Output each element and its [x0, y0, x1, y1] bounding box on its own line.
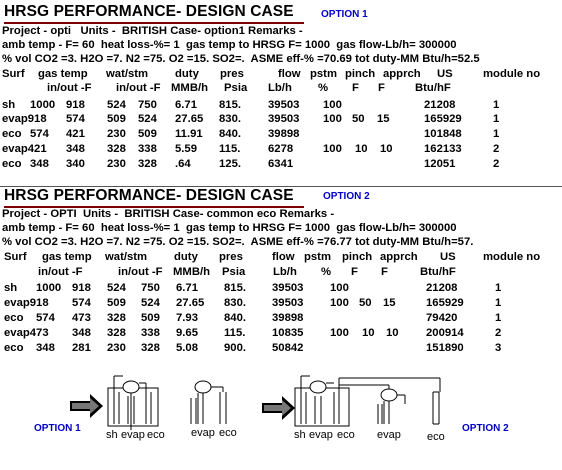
table-row-cell: 1 [495, 282, 502, 294]
table-row-cell: 5.59 [175, 143, 197, 155]
table-row-cell: 39503 [272, 297, 304, 309]
col-duty-unit: MMB/h [173, 266, 211, 278]
table-row-cell: evap918 [4, 297, 49, 309]
col-wat-stm-unit: in/out -F [118, 266, 163, 278]
table-row-cell: 115. [224, 327, 246, 339]
col-duty: duty [175, 68, 199, 80]
table-row-cell: 524 [141, 297, 160, 309]
table-row-cell: evap473 [4, 327, 49, 339]
table-row-cell: 79420 [426, 312, 458, 324]
table-row-cell: 12051 [424, 158, 456, 170]
table-row-cell: 473 [72, 312, 91, 324]
section1-option-label: OPTION 1 [321, 9, 368, 20]
table-row-cell: evap918 [2, 113, 47, 125]
option2-label-evap2: evap [377, 429, 401, 441]
table-row-cell: 348 [36, 342, 55, 354]
col-us: US [437, 68, 453, 80]
col-wat-stm: wat/stm [105, 251, 148, 263]
section2-project-line: Project - OPTI Units - BRITISH Case- common eco Remarks - [2, 208, 335, 220]
table-row-cell: 21208 [424, 99, 456, 111]
table-row-cell: 574 [30, 128, 49, 140]
table-row-cell: 815. [224, 282, 246, 294]
table-row-cell: 900. [224, 342, 246, 354]
table-row-cell: 1 [493, 99, 500, 111]
col-gas-temp-unit: in/out -F [47, 82, 92, 94]
gas-flow-arrow-icon [70, 394, 103, 418]
table-row-cell: 574 [36, 312, 55, 324]
table-row-cell: 230 [107, 128, 126, 140]
col-gas-temp: gas temp [38, 68, 88, 80]
table-row-cell: evap421 [2, 143, 47, 155]
option2-label-sh: sh [294, 429, 306, 441]
option1-label-evap: evap [121, 429, 145, 441]
table-row-cell: 840. [219, 128, 241, 140]
table-row-cell: 328 [107, 143, 126, 155]
table-row-cell: 230 [107, 342, 126, 354]
col-surf: Surf [2, 68, 25, 80]
table-row-cell: 10 [386, 327, 399, 339]
table-row-cell: .64 [175, 158, 191, 170]
col-duty-unit: MMB/h [171, 82, 209, 94]
table-row-cell: 3 [495, 342, 502, 354]
table-row-cell: 27.65 [175, 113, 204, 125]
section1-project-line: Project - opti Units - BRITISH Case- option1 Remarks - [2, 25, 303, 37]
option2-label-evap: evap [309, 429, 333, 441]
section1-composition-line: % vol CO2 =3. H2O =7. N2 =75. O2 =15. SO2=. ASME eff-% =70.69 tot duty-MM Btu/h=52.5 [2, 53, 480, 65]
table-row-cell: 509 [107, 113, 126, 125]
col-apprch: apprch [380, 251, 418, 263]
table-row-cell: 6.71 [175, 99, 197, 111]
table-row-cell: 750 [141, 282, 160, 294]
table-row-cell: 125. [219, 158, 241, 170]
section2-table [0, 251, 562, 361]
col-pstm: pstm [304, 251, 331, 263]
col-flow-unit: Lb/h [273, 266, 297, 278]
table-row-cell: 15 [377, 113, 390, 125]
col-pinch-unit: F [352, 82, 359, 94]
option1-module2-schematic [191, 381, 226, 424]
table-row-cell: 524 [107, 282, 126, 294]
option1-label-eco: eco [147, 429, 165, 441]
col-flow-unit: Lb/h [268, 82, 292, 94]
table-row-cell: 10 [355, 143, 368, 155]
col-duty: duty [174, 251, 198, 263]
table-row-cell: 281 [72, 342, 91, 354]
table-row-cell: 815. [219, 99, 241, 111]
table-row-cell: 509 [138, 128, 157, 140]
table-row-cell: 100 [323, 99, 342, 111]
table-row-cell: 162133 [424, 143, 462, 155]
table-row-cell: 7.93 [176, 312, 198, 324]
section2-title: HRSG PERFORMANCE- DESIGN CASE [4, 187, 294, 204]
table-row-cell: 165929 [426, 297, 464, 309]
col-pinch: pinch [345, 68, 376, 80]
table-row-cell: 830. [219, 113, 241, 125]
col-gas-temp: gas temp [42, 251, 92, 263]
table-row-cell: 165929 [424, 113, 462, 125]
table-row-cell: 39503 [272, 282, 304, 294]
table-row-cell: 574 [72, 297, 91, 309]
table-row-cell: 840. [224, 312, 246, 324]
table-row-cell: 50 [352, 113, 365, 125]
table-row-cell: 50842 [272, 342, 304, 354]
table-row-cell: 100 [323, 113, 342, 125]
table-row-cell: 5.08 [176, 342, 198, 354]
table-row-cell: 10 [362, 327, 375, 339]
table-row-cell: 50 [359, 297, 372, 309]
col-pres-unit: Psia [224, 82, 248, 94]
table-row-cell: 830. [224, 297, 246, 309]
option1-label-eco2: eco [219, 427, 237, 439]
table-row-cell: 27.65 [176, 297, 205, 309]
option2-label-eco: eco [337, 429, 355, 441]
option1-module1-schematic [108, 376, 158, 430]
table-row-cell: 2 [493, 143, 500, 155]
col-us-unit: Btu/hF [415, 82, 451, 94]
col-us-unit: Btu/hF [420, 266, 456, 278]
table-row-cell: eco [2, 158, 22, 170]
table-row-cell: 15 [383, 297, 396, 309]
table-row-cell: eco [2, 128, 22, 140]
table-row-cell: 1 [493, 128, 500, 140]
table-row-cell: 10835 [272, 327, 304, 339]
table-row-cell: 100 [330, 282, 349, 294]
table-row-cell: 100 [323, 143, 342, 155]
table-row-cell: 750 [138, 99, 157, 111]
col-us: US [440, 251, 456, 263]
option1-label-evap2: evap [191, 427, 215, 439]
table-row-cell: 101848 [424, 128, 462, 140]
option2-module3-schematic [433, 392, 439, 424]
table-row-cell: eco [4, 312, 24, 324]
col-gas-temp-unit: in/out -F [38, 266, 83, 278]
table-row-cell: 39898 [268, 128, 300, 140]
table-row-cell: 1 [495, 312, 502, 324]
col-pinch-unit: F [351, 266, 358, 278]
table-row-cell: 21208 [426, 282, 458, 294]
table-row-cell: 115. [219, 143, 241, 155]
table-row-cell: 2 [495, 327, 502, 339]
section2-conditions-line: amb temp - F= 60 heat loss-%= 1 gas temp to HRSG F= 1000 gas flow-Lb/h= 300000 [2, 222, 457, 234]
table-row-cell: 348 [72, 327, 91, 339]
col-module-no: module no [483, 68, 541, 80]
table-row-cell: 6.71 [176, 282, 198, 294]
table-row-cell: 421 [66, 128, 85, 140]
col-apprch: apprch [383, 68, 421, 80]
table-row-cell: 6278 [268, 143, 294, 155]
table-row-cell: 100 [330, 327, 349, 339]
section2-option-label: OPTION 2 [323, 191, 370, 202]
section1-title-underline [4, 22, 304, 24]
table-row-cell: 11.91 [175, 128, 203, 140]
col-apprch-unit: F [381, 266, 388, 278]
table-row-cell: 328 [138, 158, 157, 170]
gas-flow-arrow-icon [262, 396, 295, 420]
table-row-cell: 328 [141, 342, 160, 354]
table-row-cell: 509 [141, 312, 160, 324]
col-pstm-unit: % [321, 266, 332, 278]
option2-label-eco2: eco [427, 431, 445, 443]
table-row-cell: 338 [141, 327, 160, 339]
table-row-cell: 100 [330, 297, 349, 309]
option2-caption: OPTION 2 [462, 423, 509, 434]
option1-caption: OPTION 1 [34, 423, 81, 434]
table-row-cell: 200914 [426, 327, 464, 339]
col-flow: flow [278, 68, 301, 80]
table-row-cell: 509 [107, 297, 126, 309]
table-row-cell: 151890 [426, 342, 464, 354]
table-row-cell: eco [4, 342, 24, 354]
section1-title: HRSG PERFORMANCE- DESIGN CASE [4, 3, 294, 20]
table-row-cell: 328 [107, 327, 126, 339]
table-row-cell: 348 [30, 158, 49, 170]
table-row-cell: 524 [107, 99, 126, 111]
option1-label-sh: sh [106, 429, 118, 441]
table-row-cell: 2 [493, 158, 500, 170]
table-row-cell: 348 [66, 143, 85, 155]
table-row-cell: sh [2, 99, 16, 111]
table-row-cell: 340 [66, 158, 85, 170]
table-row-cell: 574 [66, 113, 85, 125]
table-row-cell: 1 [493, 113, 500, 125]
col-pinch: pinch [342, 251, 373, 263]
table-row-cell: 230 [107, 158, 126, 170]
table-row-cell: 6341 [268, 158, 294, 170]
table-row-cell: 1000 [30, 99, 56, 111]
col-surf: Surf [4, 251, 27, 263]
table-row-cell: 1 [495, 297, 502, 309]
section1-table [0, 68, 562, 178]
option2-module1-schematic [295, 376, 440, 426]
table-row-cell: 918 [72, 282, 91, 294]
col-pstm: pstm [310, 68, 337, 80]
table-row-cell: 338 [138, 143, 157, 155]
col-pres: pres [219, 251, 243, 263]
col-flow: flow [272, 251, 295, 263]
table-row-cell: 1000 [36, 282, 62, 294]
table-row-cell: 39503 [268, 113, 300, 125]
table-row-cell: sh [4, 282, 18, 294]
col-apprch-unit: F [378, 82, 385, 94]
table-row-cell: 39898 [272, 312, 304, 324]
col-pres-unit: Psia [222, 266, 246, 278]
col-pstm-unit: % [318, 82, 329, 94]
hrsg-schematic-diagram [0, 370, 562, 470]
col-module-no: module no [483, 251, 541, 263]
col-wat-stm: wat/stm [106, 68, 149, 80]
table-row-cell: 328 [107, 312, 126, 324]
col-wat-stm-unit: in/out -F [116, 82, 161, 94]
table-row-cell: 10 [380, 143, 393, 155]
table-row-cell: 9.65 [176, 327, 198, 339]
section1-conditions-line: amb temp - F= 60 heat loss-%= 1 gas temp to HRSG F= 1000 gas flow-Lb/h= 300000 [2, 39, 457, 51]
section2-composition-line: % vol CO2 =3. H2O =7. N2 =75. O2 =15. SO2=. ASME eff-% =76.77 tot duty-MM Btu/h=57. [2, 236, 474, 248]
table-row-cell: 39503 [268, 99, 300, 111]
table-row-cell: 524 [138, 113, 157, 125]
col-pres: pres [220, 68, 244, 80]
table-row-cell: 918 [66, 99, 85, 111]
